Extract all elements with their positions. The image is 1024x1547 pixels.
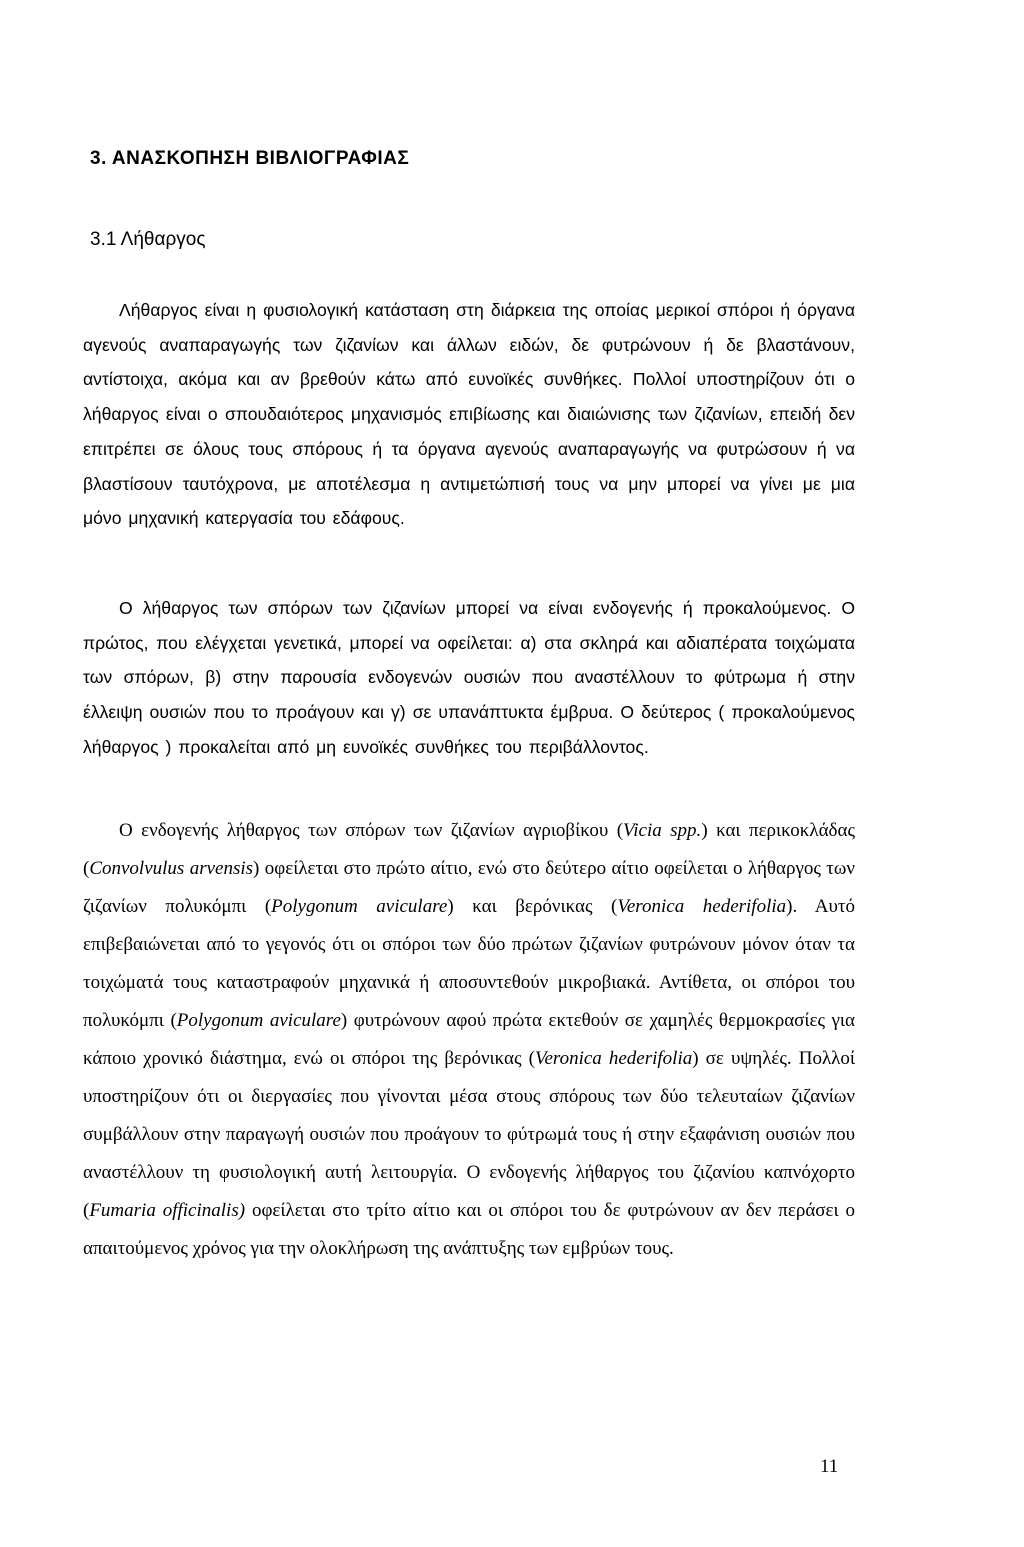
text-run: ) σε υψηλές. Πολλοί υποστηρίζουν ότι οι διεργασίες που γίνονται μέσα στους σπόρους των δύο τελευταίων ζιζανίων συμβάλλουν στην παραγωγή ουσιών που προάγουν το φύτρωμά τους ή στην εξαφάνιση ουσιών που αναστέλλουν τη φυσιολογική αυτή λειτουργία. Ο ενδογενής λήθαργος του ζιζανίου καπνόχορτο ( — [83, 1048, 855, 1221]
text-run: ) και περικοκλάδας ( — [83, 820, 855, 879]
species-name: Veronica hederifolia — [617, 896, 787, 917]
text-run: ) και βερόνικας ( — [447, 896, 618, 917]
sentence: Ο δεύτερος ( προκαλούμενος λήθαργος ) προκαλείται από μη ευνοϊκές συνθήκες του περιβάλλοντος. — [83, 702, 855, 757]
text-run: ) οφείλεται στο πρώτο αίτιο, ενώ στο δεύτερο αίτιο οφείλεται ο λήθαργος των ζιζανίων πολυκόμπι ( — [83, 858, 855, 917]
text-run: οφείλεται στο τρίτο αίτιο και οι σπόροι του δε φυτρώνουν αν δεν περάσει ο απαιτούμενος χρόνος για την ολοκλήρωση της ανάπτυξης των εμβρύων τους. — [83, 1200, 855, 1259]
text-run: ) φυτρώνουν αφού πρώτα εκτεθούν σε χαμηλές θερμοκρασίες για κάποιο χρονικό διάστημα, ενώ οι σπόροι της βερόνικας ( — [83, 1010, 856, 1069]
sentence: Ο πρώτος, που ελέγχεται γενετικά, μπορεί να οφείλεται: α) στα σκληρά και αδιαπέρατα τοιχώματα των σπόρων, β) στην παρουσία ενδογενών ουσιών που αναστέλλουν το φύτρωμα ή στην έλλειψη ουσιών που το προάγουν και γ) σε υπανάπτυκτα έμβρυα. — [83, 598, 855, 723]
sentence: Λήθαργος είναι η φυσιολογική κατάσταση στη διάρκεια της οποίας μερικοί σπόροι ή όργανα αγενούς αναπαραγωγής των ζιζανίων και άλλων ειδών, δε φυτρώνουν ή δε βλαστάνουν, αντίστοιχα, ακόμα και αν βρεθούν κάτω από ευνοϊκές συνθήκες. — [83, 300, 855, 390]
species-name: Polygonum aviculare — [271, 896, 448, 917]
section-heading: 3.1 Λήθαργος — [90, 229, 206, 250]
sentence: Πολλοί υποστηρίζουν ότι ο λήθαργος είναι ο σπουδαιότερος μηχανισμός επιβίωσης και διαιώνισης των ζιζανίων, επειδή δεν επιτρέπει σε όλους τους σπόρους ή τα όργανα αγενούς αναπαραγωγής να φυτρώσουν ή να βλαστίσουν ταυτόχρονα, με αποτέλεσμα η αντιμετώπισή τους να μην μπορεί να γίνει με μια μόνο μηχανική κατεργασία του εδάφους. — [83, 369, 855, 529]
species-name: Polygonum aviculare — [176, 1010, 341, 1031]
species-name: Convolvulus arvensis — [89, 858, 254, 879]
chapter-heading: 3. ΑΝΑΣΚΟΠΗΣΗ ΒΙΒΛΙΟΓΡΑΦΙΑΣ — [90, 148, 410, 169]
sentence: Ο λήθαργος των σπόρων των ζιζανίων μπορεί να είναι ενδογενής ή προκαλούμενος. — [119, 598, 832, 618]
species-name: Vicia spp. — [623, 820, 702, 841]
paragraph-2 — [83, 591, 855, 765]
paragraph-1 — [83, 293, 855, 536]
page-number: 11 — [820, 1456, 839, 1477]
text-run: ). Αυτό επιβεβαιώνεται από το γεγονός ότι οι σπόροι των δύο πρώτων ζιζανίων φυτρώνουν μόνον όταν τα τοιχώματά τους καταστραφούν μηχανικά ή αποσυντεθούν μικροβιακά. Αντίθετα, οι σπόροι του πολυκόμπι ( — [83, 896, 855, 1031]
species-name: Veronica hederifolia — [534, 1048, 693, 1069]
species-name: Fumaria officinalis) — [89, 1200, 246, 1221]
paragraph-3 — [83, 812, 855, 1268]
text-run: Ο ενδογενής λήθαργος των σπόρων των ζιζανίων αγριοβίκου ( — [119, 820, 624, 841]
